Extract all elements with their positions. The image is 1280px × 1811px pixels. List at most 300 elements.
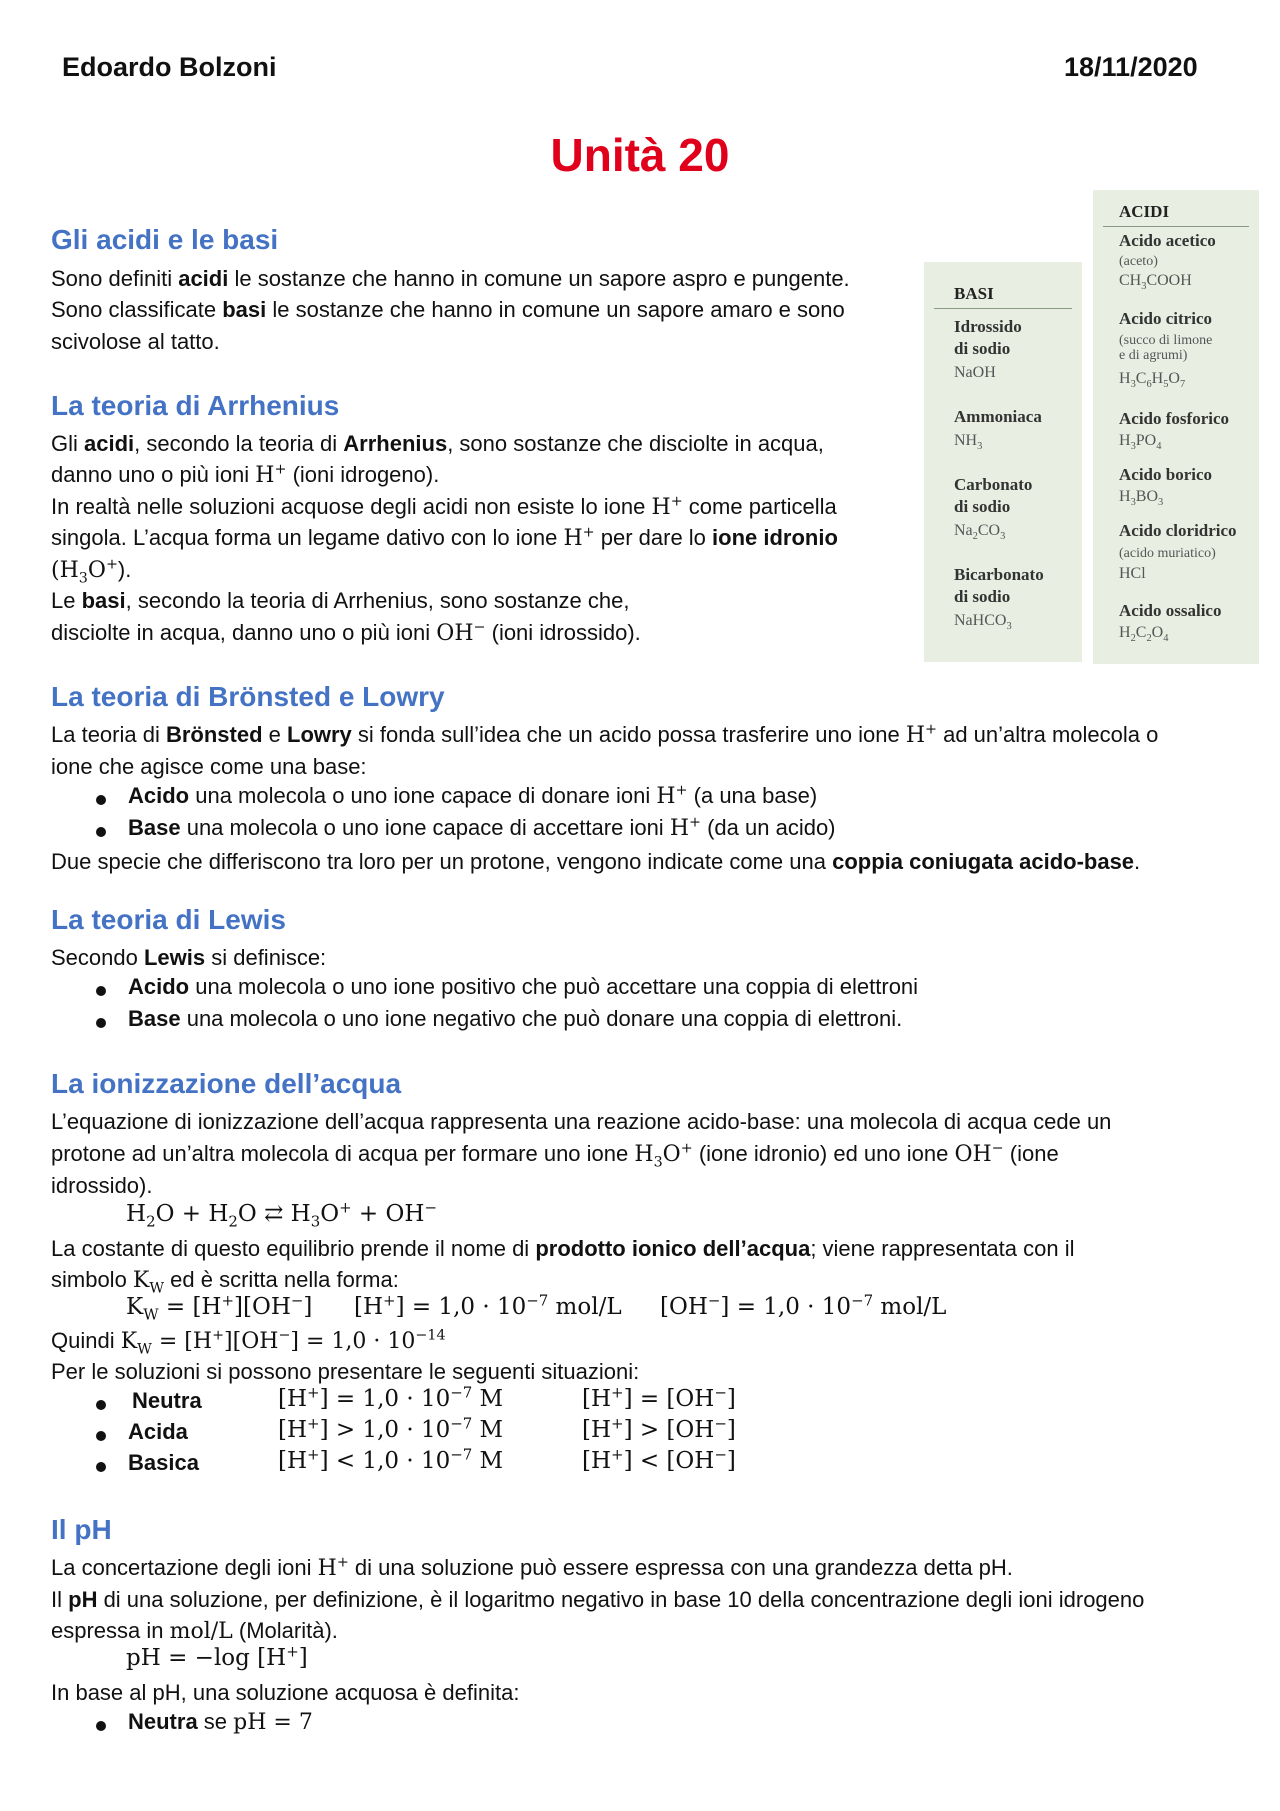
situation-label [128,1419,188,1445]
acid-note: e di agrumi) [1119,348,1188,363]
paragraph-line [51,942,326,974]
text: O ⇄ H [237,1201,311,1227]
acid-formula [1119,370,1186,391]
text: Le [51,588,82,613]
text: H [1151,370,1164,387]
paragraph-line: idrossido). [51,1173,153,1198]
text: = [H [158,1294,222,1320]
paragraph-line [51,522,838,555]
text: O [662,1142,681,1167]
text: Secondo [51,945,144,970]
text: H [1119,370,1131,387]
table-divider [934,308,1072,309]
situation-label [128,1450,199,1476]
text: PO [1135,432,1157,449]
text: [H [354,1294,384,1320]
text: COOH [1146,272,1192,289]
text: mol/L [548,1294,622,1320]
text: ] = 1,0 · 10 [395,1294,527,1320]
text: di una soluzione può essere espressa con una grandezza detta pH. [348,1555,1013,1580]
paragraph-line [51,719,1158,752]
equation-kw [126,1291,313,1324]
bold-text: Base [128,1006,181,1031]
text: Quindi [51,1328,121,1353]
text: , sono sostanze che disciolte in acqua, [447,431,824,456]
text: [H [582,1417,612,1443]
superscript: + [221,1291,235,1310]
superscript: −14 [415,1327,446,1344]
text: si definisce: [205,945,327,970]
text: ] < 1,0 · 10 [319,1448,451,1474]
base-name: di sodio [954,339,1011,358]
text: una molecola o uno ione capace di donare ioni [189,783,657,808]
base-name: Ammoniaca [954,407,1042,426]
bold-text: Brönsted [165,722,263,747]
text: NaHCO [954,612,1007,629]
text: M [472,1386,504,1412]
bold-text: coppia coniugata acido-base [832,849,1135,874]
text: ] > 1,0 · 10 [319,1417,451,1443]
section-heading-ph: Il pH [51,1514,112,1545]
bold-text: basi [222,297,267,322]
section-heading-arrhenius: La teoria di Arrhenius [51,390,340,421]
bold-text: ione idronio [712,525,838,550]
text: In realtà nelle soluzioni acquose degli acidi non esiste lo ione [51,494,652,519]
superscript: + [689,814,701,831]
bold-text: Neutra [132,1388,202,1413]
bullet-icon [96,795,106,805]
text: ][OH [224,1329,279,1354]
paragraph-line [51,585,630,617]
bold-text: basi [81,588,126,613]
paragraph-line [51,617,641,650]
acid-note: (succo di limone [1119,333,1213,348]
superscript: + [274,461,287,478]
paragraph-line: scivolose al tatto. [51,329,220,354]
text: H [563,526,583,551]
bold-text: acidi [178,266,229,291]
math-text [255,463,286,488]
text: K [120,1329,138,1354]
bold-text: Lewis [143,945,206,970]
text: ] [726,1417,736,1443]
acidi-table [1093,190,1259,664]
text: ] [726,1448,736,1474]
subscript: W [149,1280,165,1297]
text: danno uno o più ioni [51,462,256,487]
subscript: 2 [1146,633,1152,645]
text: NH [954,432,978,449]
subscript: 3 [1141,281,1147,293]
subscript: 3 [1130,441,1136,453]
text: le sostanze che hanno in comune un sapore amaro e sono [266,297,845,322]
acid-name: Acido borico [1119,465,1213,484]
author-name: Edoardo Bolzoni [62,52,277,82]
text: [H [278,1386,308,1412]
superscript: −7 [450,1383,473,1402]
subscript: 3 [977,441,983,453]
bold-text: Acido [128,974,190,999]
text: H [656,784,676,809]
text: ] [298,1645,308,1671]
base-formula [954,522,1006,543]
text: di una soluzione, per definizione, è il logaritmo negativo in base 10 della concentrazione degli ioni idrogeno [97,1587,1145,1612]
list-item [128,783,817,809]
text: (ioni idrogeno). [286,462,440,487]
subscript: 2 [1130,633,1136,645]
acid-name: Acido cloridrico [1119,521,1237,540]
acid-note: (acido muriatico) [1119,546,1216,561]
text: se [197,1709,234,1734]
bullet-icon [96,1431,106,1441]
acid-formula: HCl [1119,565,1146,582]
subscript: 3 [1130,379,1136,391]
bold-text: acidi [84,431,135,456]
text: CO [977,522,1001,539]
subscript: W [143,1305,159,1324]
superscript: + [105,556,118,573]
subscript: 3 [653,1154,663,1171]
situation-label [132,1388,202,1414]
math-text [318,1556,349,1581]
paragraph-line [51,1233,1074,1265]
section-heading-ionizzazione: La ionizzazione dell’acqua [51,1068,402,1099]
superscript: + [611,1445,624,1464]
math-text: mol/L [169,1619,233,1644]
text: Gli [51,431,84,456]
base-formula [954,432,983,453]
text: (a una base) [687,783,818,808]
text: (Molarità). [232,1618,338,1643]
text: (ione idronio) ed uno ione [692,1141,955,1166]
text: ] < [OH [623,1448,715,1474]
text: si fonda sull’idea che un acido possa trasferire uno ione [351,722,906,747]
paragraph-line [51,1138,1059,1171]
text: ][OH [234,1294,291,1320]
math-text [436,621,485,646]
situation-relation [582,1383,736,1412]
superscript: − [714,1414,727,1433]
text: per dare lo [594,525,713,550]
bold-text: prodotto ionico dell’acqua [535,1236,811,1261]
equation-h-concentration [354,1291,622,1320]
superscript: −7 [450,1445,473,1464]
text: BO [1135,488,1158,505]
math-text [954,1142,1003,1167]
text: H [317,1556,337,1581]
text: (ione [1003,1141,1059,1166]
superscript: − [290,1291,304,1310]
text: K [132,1268,150,1293]
text: La concertazione degli ioni [51,1555,318,1580]
bold-text: Arrhenius [343,431,448,456]
base-name: di sodio [954,587,1011,606]
text: M [472,1417,504,1443]
text: H [669,816,689,841]
superscript: −7 [450,1414,473,1433]
text: C [1135,624,1147,641]
subscript: 2 [972,531,978,543]
subscript: 3 [1158,497,1164,509]
subscript: 3 [78,570,88,587]
text: espressa in [51,1618,170,1643]
bullet-icon [96,827,106,837]
paragraph-line [51,1584,1144,1616]
subscript: 5 [1163,379,1169,391]
superscript: − [424,1198,437,1217]
paragraph-line: Per le soluzioni si possono presentare le seguenti situazioni: [51,1359,640,1384]
acid-formula [1119,624,1169,645]
superscript: + [582,524,595,541]
bold-text: Acido [128,783,190,808]
base-name: Idrossido [954,317,1022,336]
list-item [128,1006,902,1032]
paragraph-line [51,554,131,587]
paragraph-line [51,428,824,460]
text: (H [51,558,79,583]
text: La costante di questo equilibrio prende il nome di [51,1236,536,1261]
superscript: + [336,1554,349,1571]
text: ] [726,1386,736,1412]
acid-name: Acido acetico [1119,231,1216,250]
subscript: 6 [1146,379,1152,391]
text: ] = 1,0 · 10 [720,1294,852,1320]
base-formula: NaOH [954,364,996,381]
superscript: + [611,1414,624,1433]
superscript: + [670,493,683,510]
section-heading-lewis: La teoria di Lewis [51,904,286,935]
subscript: 7 [1179,379,1186,391]
text: CH [1119,272,1142,289]
superscript: + [675,782,688,799]
superscript: + [339,1198,352,1217]
bold-text: Base [128,815,181,840]
math-text [652,495,683,520]
situation-condition [278,1445,504,1474]
math-text [132,1268,165,1297]
paragraph-line [51,846,1140,878]
superscript: −7 [851,1291,874,1310]
text: pH = −log [H [126,1645,287,1671]
text: Na [954,522,973,539]
text: H [651,495,671,520]
text: H [126,1201,147,1227]
text: Sono classificate [51,297,223,322]
paragraph-line [51,459,439,492]
text: O [320,1201,340,1227]
math-text [51,556,118,587]
superscript: − [707,1291,721,1310]
subscript: 4 [1163,633,1169,645]
text: O [1168,370,1180,387]
subscript: 3 [310,1212,321,1231]
text: Due specie che differiscono tra loro per un protone, vengono indicate come una [51,849,833,874]
text: una molecola o uno ione positivo che può accettare una coppia di elettroni [189,974,919,999]
acid-formula [1119,488,1164,509]
bullet-icon [96,1462,106,1472]
bullet-icon [96,1721,106,1731]
section-heading-bronsted-lowry: La teoria di Brönsted e Lowry [51,681,445,712]
text: La teoria di [51,722,166,747]
superscript: − [278,1327,291,1344]
paragraph-line [51,294,845,326]
text: H [1119,624,1131,641]
text: OH [436,621,474,646]
paragraph-line: ione che agisce come una base: [51,754,367,779]
situation-relation [582,1445,736,1474]
paragraph-line [51,1552,1013,1585]
text: (da un acido) [700,815,836,840]
acidi-heading: ACIDI [1119,202,1170,221]
text: (ioni idrossido). [485,620,641,645]
paragraph-line [51,263,850,295]
situation-condition [278,1383,504,1412]
basi-table [924,262,1082,662]
bold-text: Acida [128,1419,188,1444]
equation-ph [126,1642,308,1671]
superscript: + [307,1383,320,1402]
bold-text: Neutra [128,1709,198,1734]
text: ad un’altra molecola o [936,722,1159,747]
text: O [87,558,106,583]
paragraph-line: L’equazione di ionizzazione dell’acqua rappresenta una reazione acido-base: una molecola di acqua cede un [51,1109,1112,1134]
superscript: − [473,619,486,636]
superscript: + [611,1383,624,1402]
subscript: 3 [1130,497,1136,509]
text: C [1135,370,1147,387]
list-item [128,815,836,841]
text: + OH [351,1201,425,1227]
superscript: + [286,1642,299,1661]
text: H [1119,488,1131,505]
text: [H [582,1448,612,1474]
superscript: + [383,1291,396,1310]
text: ] > [OH [623,1417,715,1443]
bullet-icon [96,1400,106,1410]
equation-oh-concentration [660,1291,947,1320]
section-heading-acidi-basi: Gli acidi e le basi [51,224,279,255]
situation-relation [582,1414,736,1443]
text: protone ad un’altra molecola di acqua per formare uno ione [51,1141,635,1166]
math-text [656,784,687,809]
bold-text: pH [68,1587,98,1612]
text: ). [117,557,132,582]
page-title: Unità 20 [550,129,730,181]
acid-formula [1119,272,1192,293]
acid-formula [1119,432,1162,453]
text: come particella [682,494,837,519]
basi-heading: BASI [954,284,994,303]
text: ; viene rappresentata con il [810,1236,1075,1261]
paragraph-line: In base al pH, una soluzione acquosa è definita: [51,1680,520,1705]
superscript: + [307,1445,320,1464]
text: , secondo la teoria di [134,431,344,456]
subscript: 4 [1156,441,1162,453]
math-text [906,723,937,748]
bold-text: Basica [128,1450,199,1475]
table-divider [1103,226,1249,227]
text: M [472,1448,504,1474]
superscript: − [991,1140,1004,1157]
text: e [262,722,287,747]
text: ] = 1,0 · 10 [290,1329,416,1354]
text: ed è scritta nella forma: [164,1267,399,1292]
text: Sono definiti [51,266,179,291]
text: [H [582,1386,612,1412]
math-text [563,526,594,551]
document-date: 18/11/2020 [1064,52,1198,82]
equation-water-ionization [126,1198,437,1231]
superscript: + [680,1140,693,1157]
subscript: 3 [1000,531,1006,543]
text: H [905,723,925,748]
math-text [120,1327,446,1358]
math-text [670,816,701,841]
text: OH [954,1142,992,1167]
subscript: 2 [146,1212,156,1231]
subscript: 2 [228,1212,238,1231]
superscript: + [925,721,937,738]
acid-name: Acido citrico [1119,309,1212,328]
subscript: W [137,1341,152,1358]
text: H [255,463,275,488]
acid-name: Acido fosforico [1119,409,1230,428]
text: ] = [OH [623,1386,715,1412]
paragraph-line [51,1325,446,1358]
superscript: − [714,1383,727,1402]
bullet-icon [96,986,106,996]
text: ] [303,1294,313,1320]
text: K [126,1294,144,1320]
base-formula [954,612,1012,633]
text: O + H [155,1201,229,1227]
text: [H [278,1417,308,1443]
text: singola. L’acqua forma un legame dativo con lo ione [51,525,564,550]
text: H [1119,432,1131,449]
text: , secondo la teoria di Arrhenius, sono sostanze che, [125,588,630,613]
situation-condition [278,1414,504,1443]
bullet-icon [96,1018,106,1028]
superscript: + [307,1414,320,1433]
text: simbolo [51,1267,133,1292]
superscript: + [212,1327,225,1344]
bold-text: Lowry [287,722,352,747]
text: mol/L [873,1294,947,1320]
text: una molecola o uno ione capace di accettare ioni [180,815,670,840]
text: le sostanze che hanno in comune un sapore aspro e pungente. [228,266,850,291]
superscript: − [714,1445,727,1464]
base-name: Carbonato [954,475,1033,494]
superscript: −7 [526,1291,549,1310]
base-name: Bicarbonato [954,565,1044,584]
text: [OH [660,1294,708,1320]
text: una molecola o uno ione negativo che può donare una coppia di elettroni. [180,1006,903,1031]
text: H [634,1142,654,1167]
text: . [1134,849,1141,874]
math-text: pH = 7 [233,1710,313,1735]
subscript: 3 [1006,621,1012,633]
paragraph-line [51,491,837,524]
text: ] = 1,0 · 10 [319,1386,451,1412]
list-item [128,1709,313,1735]
text: disciolte in acqua, danno uno o più ioni [51,620,437,645]
base-name: di sodio [954,497,1011,516]
math-text [634,1140,693,1171]
list-item [128,974,918,1000]
acid-note: (aceto) [1119,254,1158,269]
text: Il [51,1587,69,1612]
text: [H [278,1448,308,1474]
